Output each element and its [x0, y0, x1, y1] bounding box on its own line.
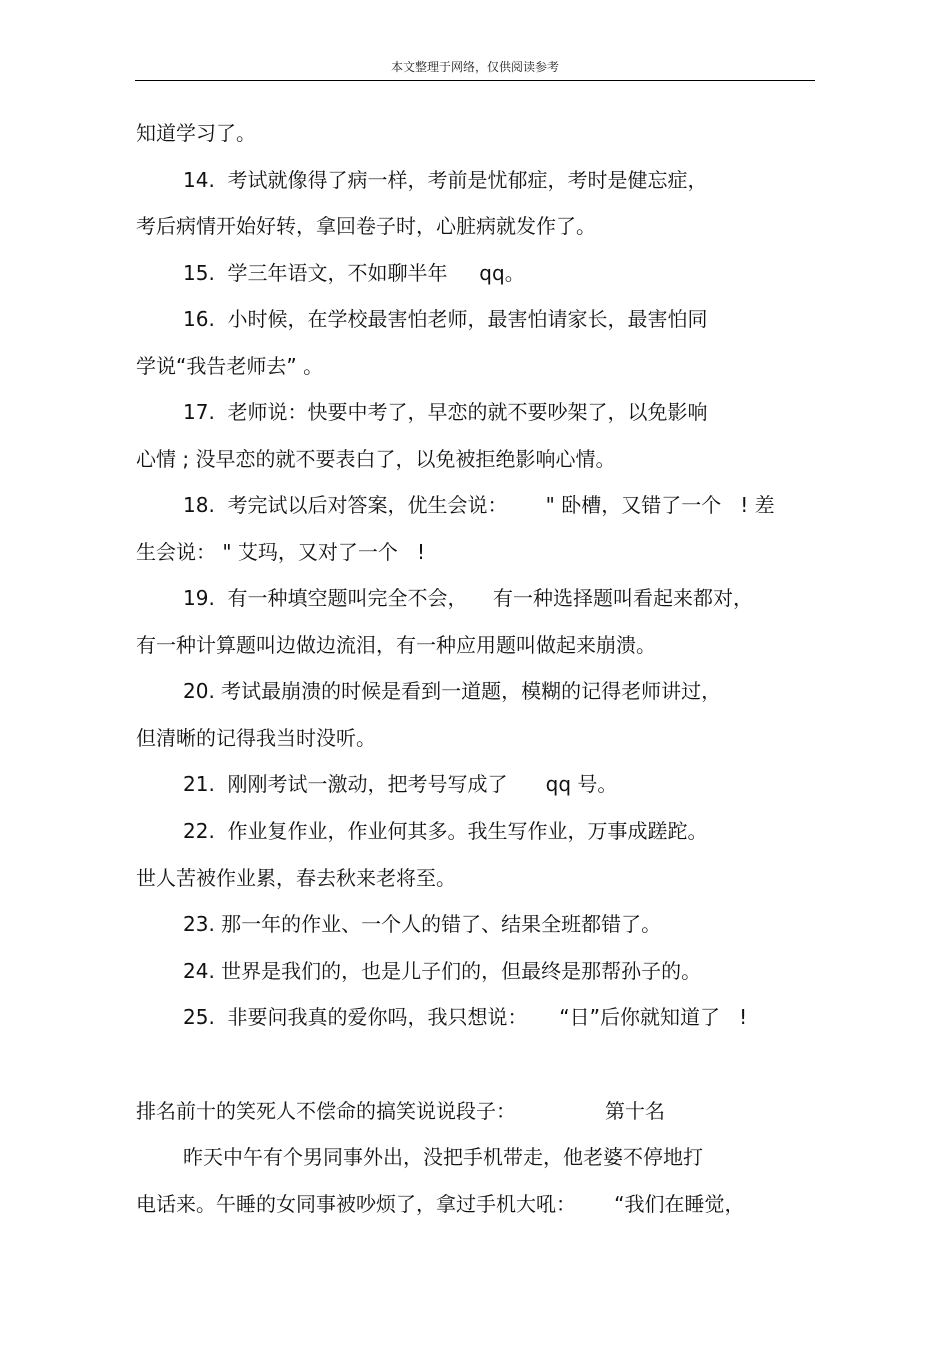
text-line: 知道学习了。	[136, 121, 256, 145]
text-line: 电话来。午睡的女同事被吵烦了，拿过手机大吼： “我们在睡觉，	[136, 1192, 745, 1216]
text-line: 昨天中午有个男同事外出，没把手机带走，他老婆不停地打	[183, 1145, 703, 1169]
header-rule	[135, 80, 815, 81]
page-header: 本文整理于网络，仅供阅读参考	[390, 60, 559, 74]
text-line: 心情 ; 没早恋的就不要表白了，以免被拒绝影响心情。	[136, 447, 616, 471]
text-line: 25. 非要问我真的爱你吗，我只想说： “日”后你就知道了 !	[183, 1005, 748, 1029]
text-line: 考后病情开始好转，拿回卷子时，心脏病就发作了。	[136, 214, 596, 238]
text-line: 24. 世界是我们的，也是儿子们的，但最终是那帮孙子的。	[183, 959, 702, 983]
text-line: 17. 老师说：快要中考了，早恋的就不要吵架了，以免影响	[183, 400, 708, 424]
text-line: 14. 考试就像得了病一样，考前是忧郁症，考时是健忘症，	[183, 168, 708, 192]
text-line: 18. 考完试以后对答案，优生会说： " 卧槽，又错了一个 ! 差	[183, 493, 775, 517]
text-line: 世人苦被作业累，春去秋来老将至。	[136, 866, 456, 890]
text-line: 23. 那一年的作业、一个人的错了、结果全班都错了。	[183, 912, 662, 936]
text-line: 学说“我告老师去” 。	[136, 354, 324, 378]
text-line: 16. 小时候，在学校最害怕老师，最害怕请家长，最害怕同	[183, 307, 708, 331]
text-line: 生会说： " 艾玛，又对了一个 !	[136, 540, 426, 564]
text-line: 有一种计算题叫边做边流泪，有一种应用题叫做起来崩溃。	[136, 633, 656, 657]
text-line: 22. 作业复作业，作业何其多。我生写作业，万事成蹉跎。	[183, 819, 708, 843]
text-line: 但清晰的记得我当时没听。	[136, 726, 376, 750]
text-line: 15. 学三年语文，不如聊半年 qq。	[183, 261, 525, 285]
section-heading: 排名前十的笑死人不偿命的搞笑说说段子： 第十名	[136, 1099, 666, 1123]
text-line: 20. 考试最崩溃的时候是看到一道题，模糊的记得老师讲过，	[183, 679, 722, 703]
text-line: 21. 刚刚考试一激动，把考号写成了 qq 号。	[183, 772, 618, 796]
text-line: 19. 有一种填空题叫完全不会， 有一种选择题叫看起来都对，	[183, 586, 753, 610]
